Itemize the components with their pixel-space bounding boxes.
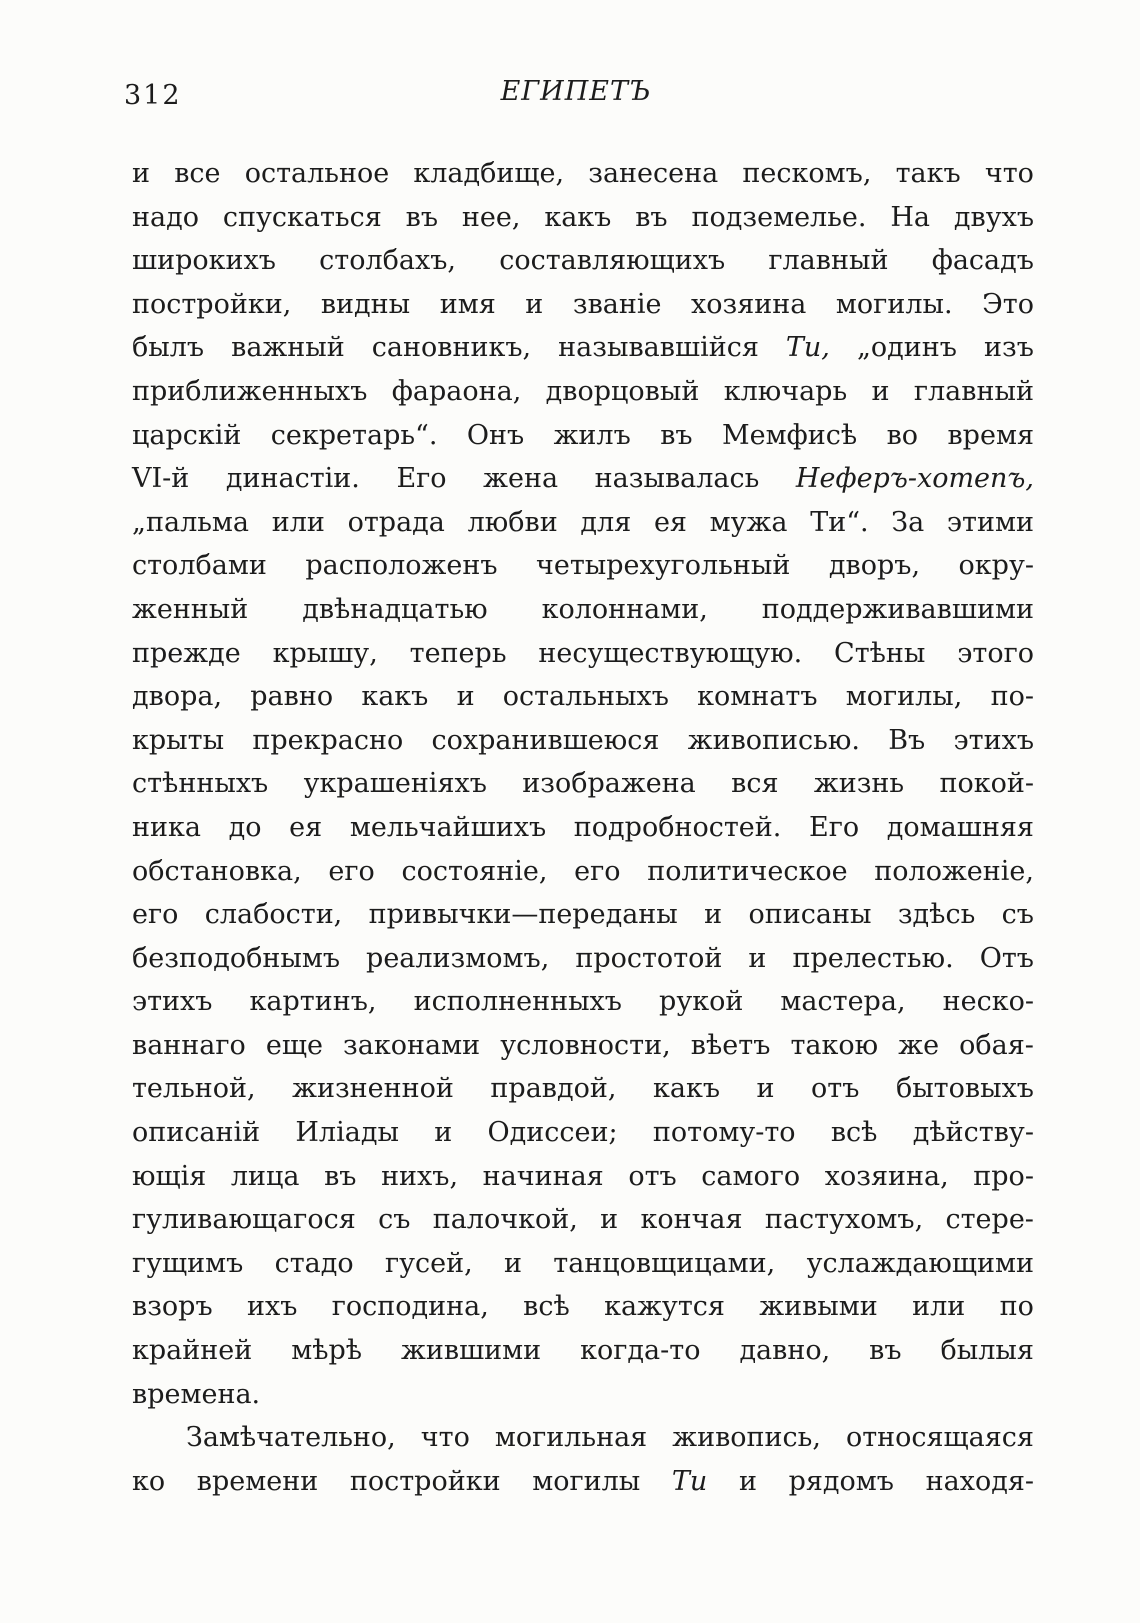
word: стере- bbox=[945, 1204, 1034, 1236]
word: Отъ bbox=[979, 942, 1034, 974]
text-line bbox=[132, 370, 1034, 414]
word: остальныхъ bbox=[502, 681, 669, 713]
word: тельной, bbox=[132, 1073, 256, 1105]
word: кажутся bbox=[604, 1291, 725, 1323]
word: Онъ bbox=[466, 419, 525, 451]
word: равно bbox=[250, 681, 334, 713]
word: по bbox=[999, 1291, 1034, 1323]
word: гущимъ bbox=[132, 1247, 244, 1279]
word: хозяина bbox=[691, 288, 807, 320]
word: живописью. bbox=[687, 724, 860, 756]
word: четырехугольный bbox=[536, 550, 791, 582]
word: рядомъ bbox=[788, 1465, 894, 1497]
word: главный bbox=[913, 375, 1034, 407]
word: реализмомъ, bbox=[366, 942, 550, 974]
word: политическое bbox=[647, 855, 848, 887]
word: или bbox=[912, 1291, 966, 1323]
word: нее, bbox=[461, 201, 521, 233]
word: и bbox=[756, 1073, 775, 1105]
word: На bbox=[890, 201, 930, 233]
text-line bbox=[132, 196, 1034, 240]
word: подземелье. bbox=[691, 201, 867, 233]
running-title: ЕГИПЕТЪ bbox=[500, 76, 652, 107]
word: время bbox=[947, 419, 1034, 451]
word: прежде bbox=[132, 637, 241, 669]
text-line bbox=[132, 1024, 1034, 1068]
word: вся bbox=[731, 768, 779, 800]
word: Стѣны bbox=[834, 637, 926, 669]
word: видны bbox=[320, 288, 411, 320]
word: имя bbox=[439, 288, 496, 320]
word: двора, bbox=[132, 681, 223, 713]
word: живопись, bbox=[672, 1422, 821, 1454]
word: столбахъ, bbox=[319, 245, 456, 277]
word: любви bbox=[467, 506, 558, 538]
word: двухъ bbox=[953, 201, 1034, 233]
word: покой- bbox=[939, 768, 1034, 800]
word: отрада bbox=[347, 506, 445, 538]
text-line bbox=[132, 1198, 1034, 1242]
word: и bbox=[503, 1247, 522, 1279]
word: Это bbox=[982, 288, 1034, 320]
word: ихъ bbox=[247, 1291, 298, 1323]
word: находя- bbox=[925, 1465, 1034, 1497]
word: взоръ bbox=[132, 1291, 213, 1323]
word: описаны bbox=[748, 899, 872, 931]
word: и bbox=[871, 375, 890, 407]
word: про- bbox=[973, 1160, 1034, 1192]
text-line bbox=[132, 239, 1034, 283]
word: этого bbox=[957, 637, 1034, 669]
word: „пальма bbox=[132, 506, 250, 538]
word: Ти“. bbox=[810, 506, 869, 538]
word: постройки bbox=[349, 1465, 501, 1497]
word: жена bbox=[483, 463, 559, 495]
word: жившими bbox=[401, 1335, 542, 1367]
word: ея bbox=[653, 506, 687, 538]
word: главный bbox=[768, 245, 889, 277]
word: Ти, bbox=[785, 332, 830, 364]
word: былъ bbox=[132, 332, 205, 364]
word: „одинъ bbox=[856, 332, 957, 364]
text-line bbox=[132, 632, 1034, 676]
word: несуществующую. bbox=[538, 637, 803, 669]
word: широкихъ bbox=[132, 245, 276, 277]
word: пастухомъ, bbox=[764, 1204, 924, 1236]
word: двѣнадцатью bbox=[302, 593, 488, 625]
word: этихъ bbox=[132, 986, 213, 1018]
word: ющія bbox=[132, 1160, 207, 1192]
word: какъ bbox=[544, 201, 612, 233]
word: ключарь bbox=[723, 375, 848, 407]
word: и bbox=[748, 942, 767, 974]
word: сановникъ, bbox=[371, 332, 532, 364]
text-line bbox=[132, 501, 1034, 545]
word: крышу, bbox=[272, 637, 378, 669]
word: положеніе, bbox=[874, 855, 1034, 887]
word: въ bbox=[660, 419, 693, 451]
word: и bbox=[456, 681, 475, 713]
word: въ bbox=[405, 201, 439, 233]
word: былыя bbox=[940, 1335, 1034, 1367]
word: За bbox=[891, 506, 925, 538]
word: Въ bbox=[888, 724, 926, 756]
word: могилы. bbox=[835, 288, 953, 320]
text-line bbox=[132, 893, 1034, 937]
text-line bbox=[132, 414, 1034, 458]
word: до bbox=[228, 811, 262, 843]
word: дворцовый bbox=[545, 375, 700, 407]
word: съ bbox=[378, 1204, 411, 1236]
word: этихъ bbox=[953, 724, 1034, 756]
text-line bbox=[132, 850, 1034, 894]
word: его bbox=[574, 855, 621, 887]
word: ея bbox=[289, 811, 323, 843]
text-line bbox=[132, 1242, 1034, 1286]
word: бытовыхъ bbox=[895, 1073, 1034, 1105]
word: относящаяся bbox=[845, 1422, 1034, 1454]
word: еще bbox=[265, 1029, 323, 1061]
word: фараона, bbox=[391, 375, 522, 407]
word: отъ bbox=[811, 1073, 860, 1105]
word: во bbox=[886, 419, 919, 451]
text-line bbox=[132, 283, 1034, 327]
word: все bbox=[174, 158, 221, 189]
word: колоннами, bbox=[541, 593, 708, 625]
word: мельчайшихъ bbox=[349, 811, 547, 843]
word: важный bbox=[231, 332, 345, 364]
word: стѣнныхъ bbox=[132, 768, 269, 800]
word: обая- bbox=[959, 1029, 1034, 1061]
word: поддерживавшими bbox=[761, 593, 1034, 625]
word: остальное bbox=[244, 158, 390, 189]
word: называлась bbox=[594, 463, 760, 495]
text-line bbox=[132, 719, 1034, 763]
text-line bbox=[132, 675, 1034, 719]
word: господина, bbox=[331, 1291, 489, 1323]
word: VI-й bbox=[132, 463, 190, 495]
word: хозяина, bbox=[824, 1160, 949, 1192]
word: безподобнымъ bbox=[132, 942, 341, 974]
word: теперь bbox=[409, 637, 507, 669]
word: рукой bbox=[659, 986, 744, 1018]
word: мѣрѣ bbox=[291, 1335, 363, 1367]
word: въ bbox=[869, 1335, 902, 1367]
word: простотой bbox=[575, 942, 723, 974]
word: ко bbox=[132, 1465, 166, 1497]
word: описаній bbox=[132, 1117, 261, 1149]
word: Неферъ-хотепъ, bbox=[795, 463, 1034, 495]
word: украшеніяхъ bbox=[303, 768, 487, 800]
word: могильная bbox=[494, 1422, 648, 1454]
body-text bbox=[132, 152, 1034, 1503]
word: же bbox=[898, 1029, 940, 1061]
word: или bbox=[271, 506, 325, 538]
word: и bbox=[434, 1117, 453, 1149]
word: прелестью. bbox=[792, 942, 954, 974]
word: лица bbox=[230, 1160, 300, 1192]
text-line bbox=[132, 762, 1034, 806]
word: жилъ bbox=[553, 419, 631, 451]
word: изображена bbox=[522, 768, 696, 800]
word: Его bbox=[396, 463, 447, 495]
word: и bbox=[525, 288, 544, 320]
word: для bbox=[580, 506, 632, 538]
word: и bbox=[704, 899, 723, 931]
text-line bbox=[132, 152, 1034, 196]
word: картинъ, bbox=[249, 986, 377, 1018]
word: жизнь bbox=[813, 768, 905, 800]
word: и bbox=[132, 158, 150, 189]
word: столбами bbox=[132, 550, 267, 582]
word: въ bbox=[324, 1160, 357, 1192]
word: дворъ, bbox=[828, 550, 921, 582]
word: подробностей. bbox=[573, 811, 782, 843]
text-line bbox=[132, 588, 1034, 632]
word: окру- bbox=[958, 550, 1034, 582]
word: фасадъ bbox=[931, 245, 1034, 277]
word: ваннаго bbox=[132, 1029, 246, 1061]
text-line bbox=[132, 1329, 1034, 1373]
word: составляющихъ bbox=[499, 245, 726, 277]
word: законами bbox=[343, 1029, 481, 1061]
word: мастера, bbox=[780, 986, 906, 1018]
word: потому-то bbox=[652, 1117, 796, 1149]
word: времена. bbox=[132, 1378, 261, 1410]
page-number: 312 bbox=[124, 80, 182, 111]
word: этими bbox=[946, 506, 1034, 538]
text-line bbox=[132, 1067, 1034, 1111]
word: и bbox=[600, 1204, 619, 1236]
word: неско- bbox=[942, 986, 1034, 1018]
word: могилы, bbox=[845, 681, 963, 713]
text-line bbox=[132, 806, 1034, 850]
word: исполненныхъ bbox=[413, 986, 622, 1018]
word: дѣйству- bbox=[912, 1117, 1034, 1149]
text-line bbox=[132, 1416, 1034, 1460]
word: Иліады bbox=[295, 1117, 399, 1149]
text-line bbox=[132, 1373, 1034, 1417]
word: Мемфисѣ bbox=[722, 419, 858, 451]
word: танцовщицами, bbox=[553, 1247, 776, 1279]
word: спускаться bbox=[222, 201, 382, 233]
word: кладбище, bbox=[413, 158, 565, 189]
word: и bbox=[738, 1465, 757, 1497]
word: Его bbox=[808, 811, 860, 843]
text-line bbox=[132, 1111, 1034, 1155]
word: давно, bbox=[739, 1335, 831, 1367]
word: съ bbox=[1001, 899, 1034, 931]
text-line bbox=[132, 544, 1034, 588]
word: сохранившеюся bbox=[431, 724, 660, 756]
word: надо bbox=[132, 201, 199, 233]
word: ника bbox=[132, 811, 201, 843]
word: привычки—переданы bbox=[368, 899, 678, 931]
word: расположенъ bbox=[305, 550, 498, 582]
word: Замѣчательно, bbox=[186, 1422, 396, 1454]
word: когда-то bbox=[580, 1335, 701, 1367]
word: самого bbox=[701, 1160, 801, 1192]
word: какъ bbox=[652, 1073, 721, 1105]
word: здѣсь bbox=[897, 899, 976, 931]
word: нихъ, bbox=[381, 1160, 459, 1192]
text-line bbox=[132, 326, 1034, 370]
word: услаждающими bbox=[806, 1247, 1034, 1279]
word: такою bbox=[790, 1029, 879, 1061]
word: женный bbox=[132, 593, 249, 625]
word: династіи. bbox=[225, 463, 360, 495]
word: что bbox=[984, 158, 1034, 189]
text-line bbox=[132, 457, 1034, 501]
word: отъ bbox=[628, 1160, 677, 1192]
word: времени bbox=[196, 1465, 319, 1497]
word: крыты bbox=[132, 724, 225, 756]
word: слабости, bbox=[204, 899, 343, 931]
word: изъ bbox=[984, 332, 1034, 364]
text-line bbox=[132, 1155, 1034, 1199]
word: состояніе, bbox=[401, 855, 548, 887]
word: его bbox=[132, 899, 179, 931]
word: называвшійся bbox=[558, 332, 759, 364]
word: Одиссеи; bbox=[487, 1117, 618, 1149]
word: вѣетъ bbox=[690, 1029, 771, 1061]
word: какъ bbox=[361, 681, 429, 713]
word: мужа bbox=[709, 506, 788, 538]
word: обстановка, bbox=[132, 855, 302, 887]
word: могилы bbox=[532, 1465, 641, 1497]
word: по- bbox=[990, 681, 1034, 713]
word: стадо bbox=[274, 1247, 354, 1279]
word: что bbox=[420, 1422, 470, 1454]
text-line bbox=[132, 1285, 1034, 1329]
word: въ bbox=[635, 201, 668, 233]
word: такъ bbox=[895, 158, 961, 189]
word: кончая bbox=[640, 1204, 743, 1236]
text-line bbox=[132, 937, 1034, 981]
word: постройки, bbox=[132, 288, 292, 320]
word: прекрасно bbox=[252, 724, 404, 756]
word: палочкой, bbox=[432, 1204, 578, 1236]
word: пескомъ, bbox=[742, 158, 872, 189]
word: домашняя bbox=[886, 811, 1034, 843]
word: крайней bbox=[132, 1335, 253, 1367]
text-line bbox=[132, 980, 1034, 1024]
word: всѣ bbox=[830, 1117, 878, 1149]
text-line bbox=[132, 1460, 1034, 1504]
word: комнатъ bbox=[697, 681, 818, 713]
word: гуливающагося bbox=[132, 1204, 356, 1236]
word: царскій bbox=[132, 419, 242, 451]
word: его bbox=[328, 855, 375, 887]
word: всѣ bbox=[523, 1291, 570, 1323]
word: занесена bbox=[588, 158, 719, 189]
word: приближенныхъ bbox=[132, 375, 368, 407]
word: секретарь“. bbox=[270, 419, 438, 451]
word: условности, bbox=[500, 1029, 671, 1061]
word: живыми bbox=[759, 1291, 878, 1323]
word: гусей, bbox=[384, 1247, 473, 1279]
word: правдой, bbox=[490, 1073, 617, 1105]
word: начиная bbox=[482, 1160, 604, 1192]
word: званіе bbox=[572, 288, 662, 320]
word: жизненной bbox=[292, 1073, 454, 1105]
word: Ти bbox=[671, 1465, 708, 1497]
